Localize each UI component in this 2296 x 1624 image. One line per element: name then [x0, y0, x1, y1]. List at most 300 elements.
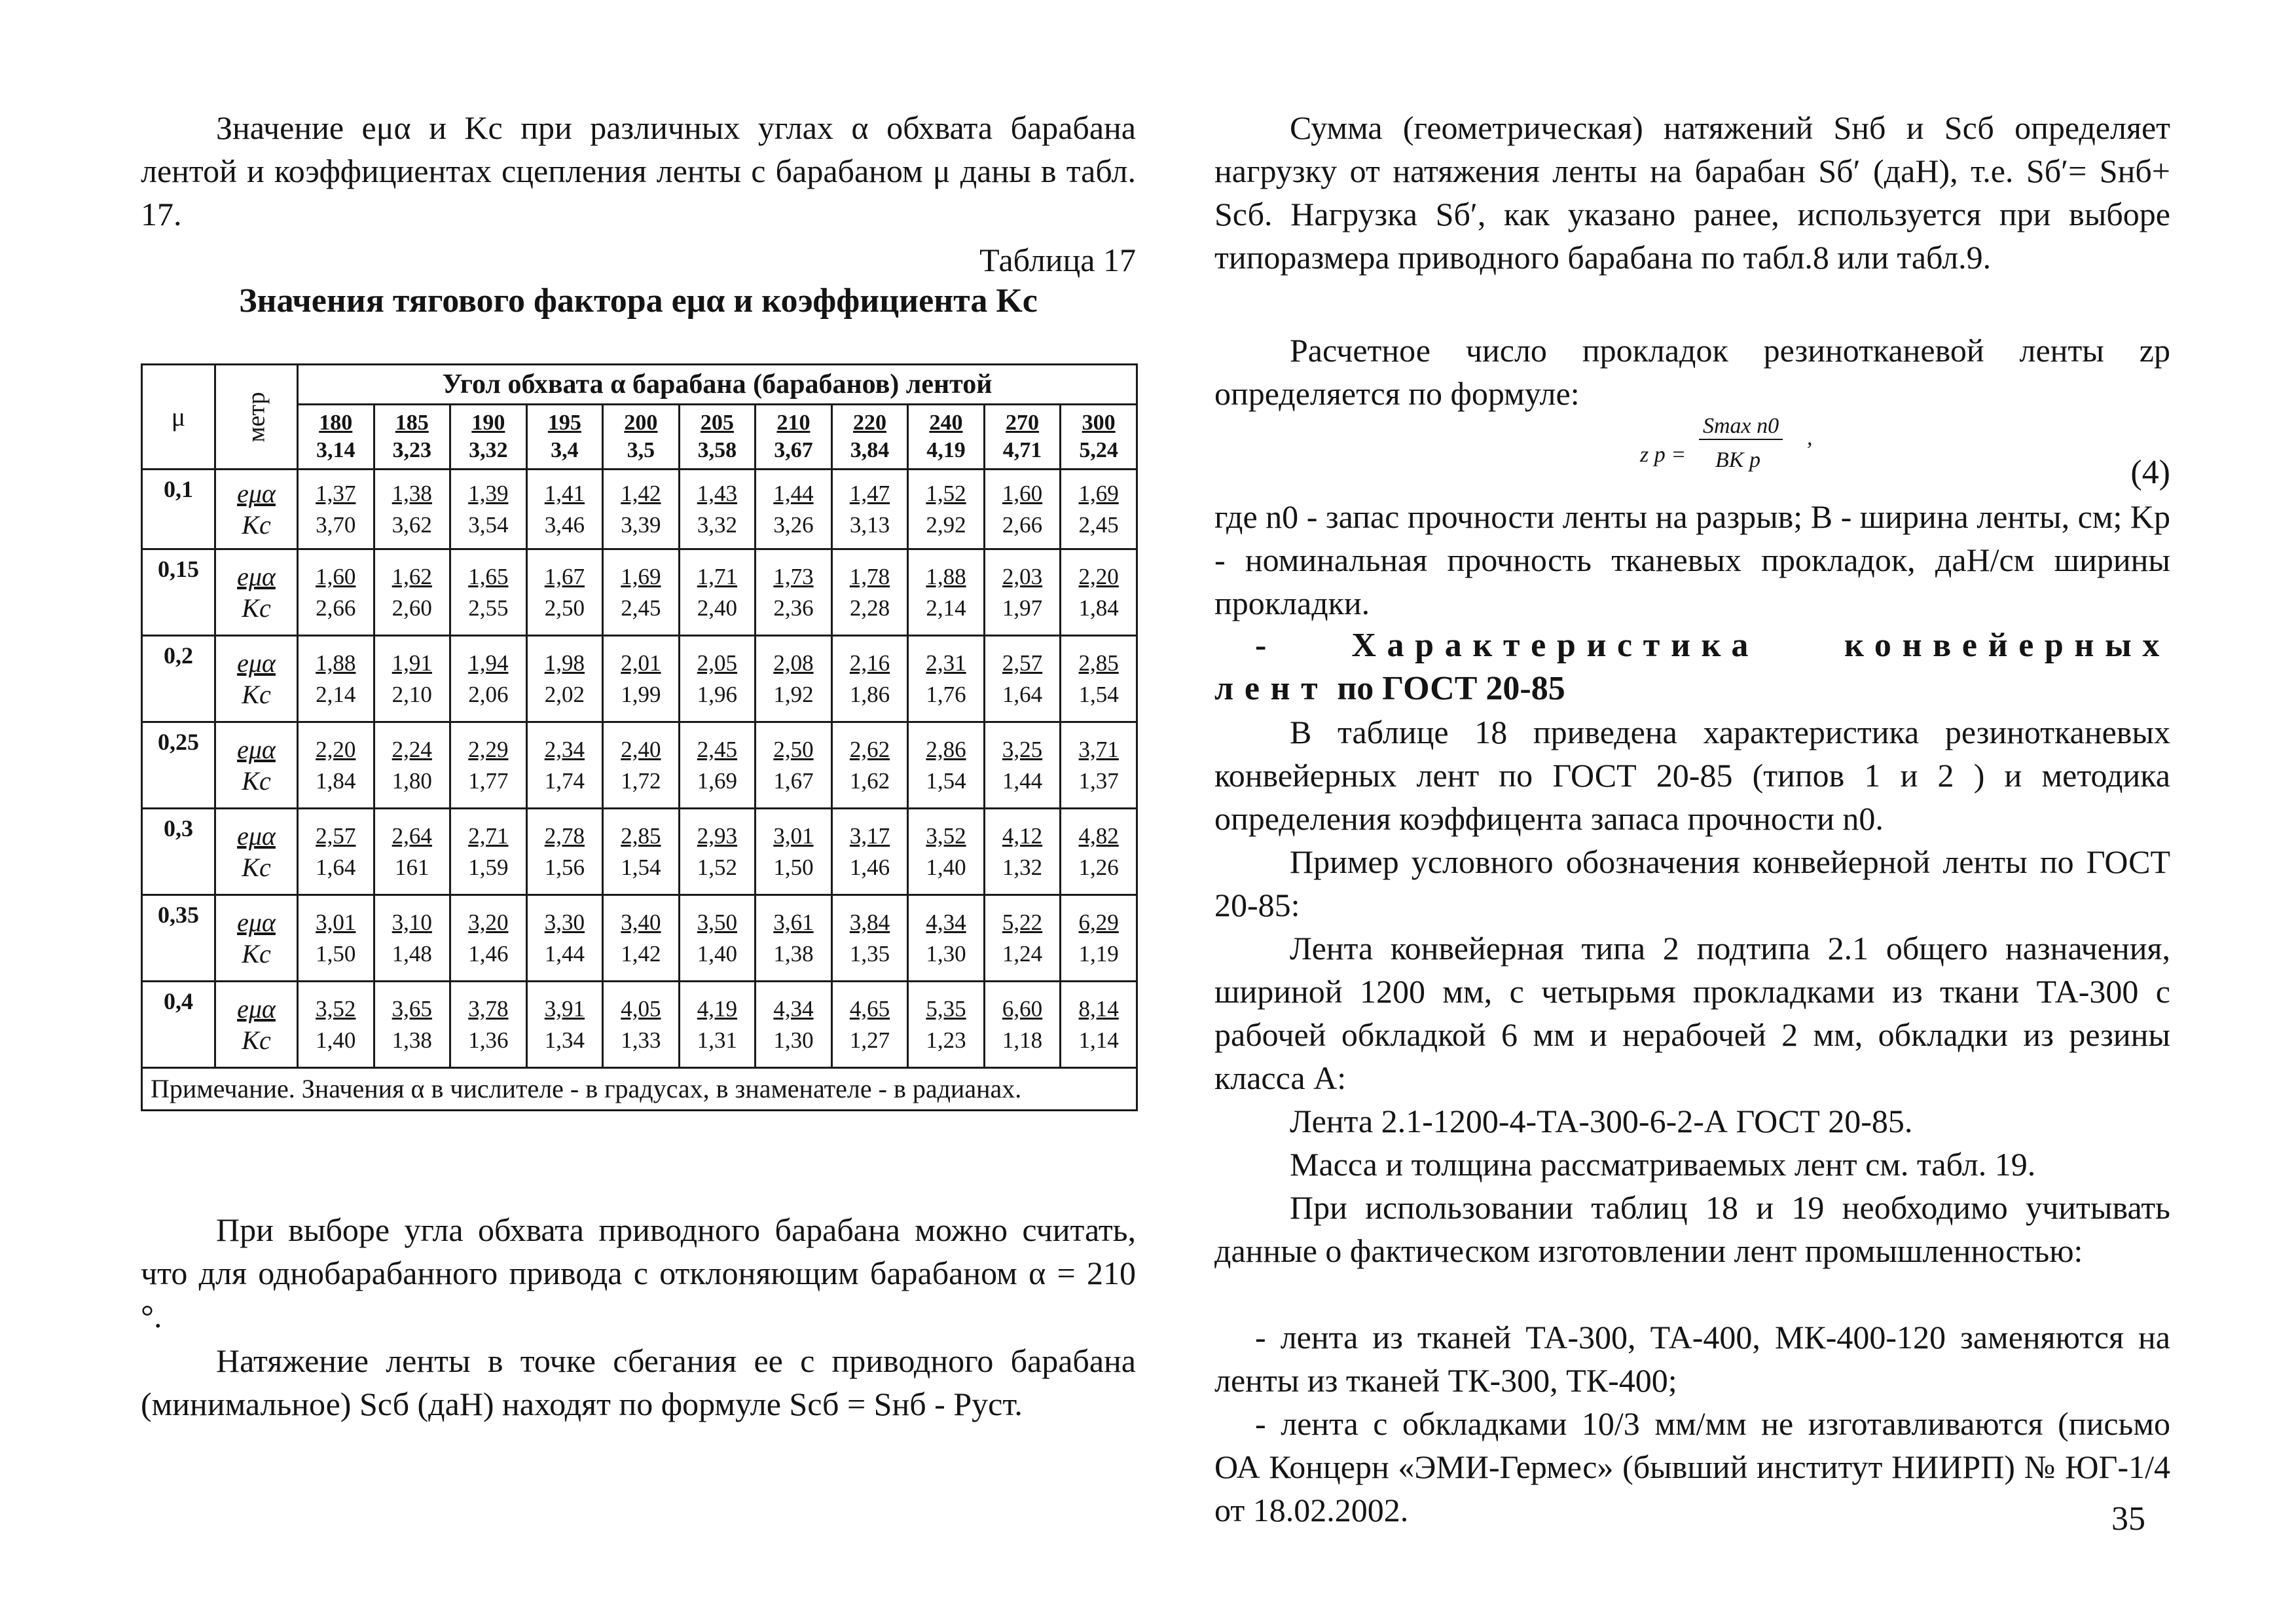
table-cell: [603, 722, 680, 809]
traction-factor-value: 2,45: [697, 736, 738, 762]
traction-factor-value: 3,30: [544, 909, 585, 935]
traction-factor-value: 2,03: [1002, 563, 1043, 589]
table-cell: [374, 549, 450, 636]
table-cell: [756, 982, 832, 1068]
traction-factor-value: 8,14: [1078, 995, 1119, 1022]
table-cell: [679, 982, 756, 1068]
angle-degrees: 205: [700, 411, 734, 435]
formula-numerator: Smax n0: [1699, 414, 1783, 440]
kc-value: 1,19: [1078, 940, 1119, 967]
angle-radians: 5,24: [1079, 438, 1118, 462]
row-label: [215, 895, 298, 982]
angle-header-cell: [984, 405, 1061, 470]
kc-value: 1,35: [849, 940, 890, 967]
traction-factor-value: 1,41: [544, 480, 585, 506]
table-cell: [526, 470, 603, 549]
kc-value: 2,28: [849, 595, 890, 621]
mu-column-header: μ: [142, 365, 215, 470]
table-cell: [679, 809, 756, 895]
table-cell: [603, 470, 680, 549]
kc-value: 1,97: [1002, 595, 1043, 621]
traction-factor-value: 1,69: [621, 563, 661, 589]
paragraph-angle-choice: При выборе угла обхвата приводного барабана можно считать, что для однобарабанного привода с отклоняющим барабаном α = 210 °.: [141, 1211, 1136, 1335]
page-number: 35: [2111, 1500, 2145, 1538]
angle-header-cell: [908, 405, 985, 470]
table-cell: [1061, 982, 1137, 1068]
traction-factor-value: 2,78: [544, 822, 585, 849]
table-cell: [1061, 722, 1137, 809]
traction-factor-value: 1,88: [926, 563, 966, 589]
table-cell: [831, 809, 908, 895]
traction-factor-value: 3,40: [621, 909, 661, 935]
mu-value: 0,35: [142, 895, 215, 982]
traction-factor-value: 1,91: [392, 650, 432, 676]
kc-value: 2,40: [697, 595, 738, 621]
traction-factor-value: 6,60: [1002, 995, 1043, 1022]
traction-factor-value: 2,24: [392, 736, 432, 762]
row-label: [215, 722, 298, 809]
traction-factor-value: 6,29: [1078, 909, 1119, 935]
table-cell: [298, 470, 374, 549]
traction-factor-value: 1,69: [1078, 480, 1119, 506]
angle-degrees: 180: [319, 411, 353, 435]
paragraph-formula-legend: где n0 - запас прочности ленты на разрыв; B - ширина ленты, см; Kр - номинальная прочность тканевых прокладок, даН/см ширины прокладки.: [1214, 498, 2170, 621]
table-cell: [526, 982, 603, 1068]
kc-value: 1,54: [1078, 681, 1119, 707]
heading-word-belts: лент: [1214, 670, 1329, 707]
angle-degrees: 240: [929, 411, 963, 435]
kc-value: 2,66: [1002, 511, 1043, 538]
row-label: [215, 470, 298, 549]
traction-factor-value: 3,78: [468, 995, 509, 1022]
table-cell: [603, 895, 680, 982]
traction-factor-value: 5,22: [1002, 909, 1043, 935]
kc-value: 1,40: [697, 940, 738, 967]
kc-value: 1,99: [621, 681, 661, 707]
traction-factor-value: 2,01: [621, 650, 661, 676]
metr-label: метр: [242, 392, 270, 442]
traction-factor-value: 3,10: [392, 909, 432, 935]
kc-value: 1,34: [544, 1027, 585, 1053]
kc-value: 1,48: [392, 940, 432, 967]
table-cell: [298, 982, 374, 1068]
traction-factor-value: 1,39: [468, 480, 509, 506]
kc-value: 2,10: [392, 681, 432, 707]
table-cell: [984, 895, 1061, 982]
angle-radians: 3,58: [697, 438, 737, 462]
angle-radians: 3,32: [469, 438, 508, 462]
kc-value: 1,84: [316, 767, 356, 794]
table-row: [142, 809, 1137, 895]
table-cell: [756, 549, 832, 636]
paragraph-table-18: В таблице 18 приведена характеристика резинотканевых конвейерных лент по ГОСТ 20-85 (типов 1 и 2 ) и методика определения коэффицента запаса прочности n0.: [1214, 714, 2170, 837]
kc-value: 1,30: [773, 1027, 814, 1053]
kc-value: 1,24: [1002, 940, 1043, 967]
traction-factor-value: 1,78: [849, 563, 890, 589]
traction-factor-value: 1,37: [316, 480, 356, 506]
traction-factor-value: 2,05: [697, 650, 738, 676]
kc-value: 2,50: [544, 595, 585, 621]
traction-factor-value: 1,94: [468, 650, 509, 676]
traction-factor-value: 2,85: [621, 822, 661, 849]
table-cell: [526, 549, 603, 636]
formula-denominator: BK р: [1715, 448, 1760, 472]
kc-value: 1,59: [468, 854, 509, 880]
heading-dash: -: [1255, 627, 1267, 664]
kc-label: Kc: [242, 938, 271, 969]
table-cell: [756, 895, 832, 982]
traction-factor-value: 1,43: [697, 480, 738, 506]
traction-factor-value: 3,61: [773, 909, 814, 935]
traction-factor-value: 2,86: [926, 736, 966, 762]
table-cell: [1061, 895, 1137, 982]
angle-degrees: 195: [547, 411, 581, 435]
kc-value: 2,14: [316, 681, 356, 707]
table-cell: [831, 470, 908, 549]
section-heading: [1214, 624, 2170, 710]
traction-factor-value: 2,34: [544, 736, 585, 762]
kc-value: 1,40: [316, 1027, 356, 1053]
table-cell: [831, 636, 908, 722]
traction-factor-value: 2,57: [1002, 650, 1043, 676]
angle-header-cell: [526, 405, 603, 470]
table-cell: [984, 982, 1061, 1068]
kc-value: 1,18: [1002, 1027, 1043, 1053]
table-cell: [908, 895, 985, 982]
traction-factor-label: eμα: [237, 907, 276, 937]
table-cell: [374, 636, 450, 722]
paragraph-example-intro: Пример условного обозначения конвейерной ленты по ГОСТ 20-85:: [1214, 843, 2170, 923]
traction-factor-value: 4,05: [621, 995, 661, 1022]
traction-factor-value: 2,20: [316, 736, 356, 762]
heading-gost: по ГОСТ 20-85: [1337, 670, 1565, 707]
table-title: Значения тягового фактора eμα и коэффициента Kc: [239, 282, 1038, 320]
paragraph-example-code: Лента 2.1-1200-4-ТА-300-6-2-А ГОСТ 20-85.: [1290, 1103, 1913, 1139]
angle-radians: 3,23: [392, 438, 432, 462]
table-cell: [984, 809, 1061, 895]
traction-factor-value: 3,65: [392, 995, 432, 1022]
traction-factor-value: 4,65: [849, 995, 890, 1022]
angle-radians: 3,5: [627, 438, 655, 462]
angle-radians: 4,19: [926, 438, 966, 462]
traction-factor-value: 2,08: [773, 650, 814, 676]
traction-factor-value: 3,50: [697, 909, 738, 935]
table-cell: [679, 470, 756, 549]
kc-value: 3,26: [773, 511, 814, 538]
angle-degrees: 300: [1082, 411, 1116, 435]
table-cell: [374, 982, 450, 1068]
table-cell: [908, 722, 985, 809]
kc-value: 1,96: [697, 681, 738, 707]
kc-value: 1,50: [316, 940, 356, 967]
kc-value: 1,36: [468, 1027, 509, 1053]
kc-value: 1,46: [849, 854, 890, 880]
table-cell: [603, 982, 680, 1068]
kc-value: 1,92: [773, 681, 814, 707]
traction-factor-label: eμα: [237, 648, 276, 678]
table-cell: [756, 636, 832, 722]
kc-value: 161: [395, 854, 429, 880]
angle-degrees: 185: [395, 411, 429, 435]
traction-factor-value: 1,73: [773, 563, 814, 589]
table-cell: [908, 470, 985, 549]
traction-factor-value: 1,42: [621, 480, 661, 506]
angle-degrees: 190: [471, 411, 505, 435]
table-cell: [298, 636, 374, 722]
traction-factor-value: 2,57: [316, 822, 356, 849]
traction-factor-value: 3,91: [544, 995, 585, 1022]
traction-factor-value: 4,12: [1002, 822, 1043, 849]
table-cell: [1061, 809, 1137, 895]
table-cell: [450, 636, 527, 722]
kc-value: 1,80: [392, 767, 432, 794]
table-cell: [298, 549, 374, 636]
traction-factor-value: 3,20: [468, 909, 509, 935]
traction-factor-value: 1,52: [926, 480, 966, 506]
angle-header-cell: [1061, 405, 1137, 470]
table-row: [142, 470, 1137, 549]
table-cell: [679, 636, 756, 722]
traction-factor-value: 1,60: [316, 563, 356, 589]
traction-factor-label: eμα: [237, 734, 276, 764]
kc-value: 1,72: [621, 767, 661, 794]
table-cell: [831, 895, 908, 982]
kc-value: 1,38: [773, 940, 814, 967]
kc-value: 1,64: [316, 854, 356, 880]
row-label: [215, 809, 298, 895]
kc-value: 1,74: [544, 767, 585, 794]
table-label: Таблица 17: [979, 242, 1136, 278]
formula-lhs: z р =: [1640, 443, 1686, 467]
kc-value: 2,45: [621, 595, 661, 621]
kc-value: 3,54: [468, 511, 509, 538]
paragraph-sum-tension: Сумма (геометрическая) натяжений Sнб и Sсб определяет нагрузку от натяжения ленты на барабан Sб′ (даН), т.е. Sб′= Sнб+ Sсб. Нагрузка Sб′, как указано ранее, используется при выборе типоразмера приводного барабана по табл.8 или табл.9.: [1214, 109, 2170, 276]
table-row: [142, 895, 1137, 982]
table-cell: [374, 722, 450, 809]
traction-factor-value: 2,31: [926, 650, 966, 676]
traction-factor-value: 1,88: [316, 650, 356, 676]
row-label: [215, 982, 298, 1068]
traction-factor-value: 4,34: [926, 909, 966, 935]
kc-label: Kc: [242, 679, 271, 709]
traction-factor-value: 5,35: [926, 995, 966, 1022]
table-cell: [679, 895, 756, 982]
angle-radians: 3,67: [774, 438, 813, 462]
traction-factor-value: 4,82: [1078, 822, 1119, 849]
traction-factor-table: [141, 363, 1138, 1111]
kc-label: Kc: [242, 593, 271, 623]
kc-value: 1,69: [697, 767, 738, 794]
kc-value: 1,52: [697, 854, 738, 880]
traction-factor-value: 3,01: [773, 822, 814, 849]
traction-factor-value: 1,71: [697, 563, 738, 589]
angle-header-cell: [374, 405, 450, 470]
table-cell: [984, 470, 1061, 549]
mu-value: 0,4: [142, 982, 215, 1068]
traction-factor-value: 1,60: [1002, 480, 1043, 506]
kc-value: 1,31: [697, 1027, 738, 1053]
angle-group-header: Угол обхвата α барабана (барабанов) лентой: [298, 365, 1137, 405]
table-cell: [679, 549, 756, 636]
table-cell: [756, 470, 832, 549]
traction-factor-label: eμα: [237, 561, 276, 591]
table-row: [142, 982, 1137, 1068]
angle-header-cell: [298, 405, 374, 470]
table-cell: [908, 809, 985, 895]
table-cell: [1061, 636, 1137, 722]
mu-value: 0,25: [142, 722, 215, 809]
traction-factor-value: 3,52: [926, 822, 966, 849]
table-cell: [831, 982, 908, 1068]
traction-factor-value: 2,62: [849, 736, 890, 762]
mu-value: 0,15: [142, 549, 215, 636]
table-cell: [450, 470, 527, 549]
traction-factor-value: 3,17: [849, 822, 890, 849]
metr-column-header: [215, 365, 298, 470]
kc-value: 3,62: [392, 511, 432, 538]
kc-value: 2,66: [316, 595, 356, 621]
kc-value: 2,14: [926, 595, 966, 621]
table-cell: [984, 636, 1061, 722]
table-cell: [450, 982, 527, 1068]
traction-factor-label: eμα: [237, 478, 276, 508]
table-cell: [756, 722, 832, 809]
kc-value: 3,39: [621, 511, 661, 538]
traction-factor-value: 3,84: [849, 909, 890, 935]
kc-value: 1,64: [1002, 681, 1043, 707]
kc-value: 1,86: [849, 681, 890, 707]
kc-value: 3,32: [697, 511, 738, 538]
table-cell: [450, 722, 527, 809]
table-cell: [450, 549, 527, 636]
table-cell: [526, 722, 603, 809]
angle-header-cell: [603, 405, 680, 470]
table-cell: [603, 636, 680, 722]
angle-header-cell: [831, 405, 908, 470]
kc-value: 2,45: [1078, 511, 1119, 538]
kc-value: 1,38: [392, 1027, 432, 1053]
kc-value: 3,70: [316, 511, 356, 538]
traction-factor-value: 1,62: [392, 563, 432, 589]
list-item-covers: - лента с обкладками 10/3 мм/мм не изготавливаются (письмо ОА Концерн «ЭМИ-Гермес» (бывший институт НИИРП) № ЮГ-1/4 от 18.02.2002.: [1214, 1405, 2170, 1528]
table-cell: [756, 809, 832, 895]
table-cell: [603, 549, 680, 636]
kc-value: 1,32: [1002, 854, 1043, 880]
table-cell: [374, 809, 450, 895]
table-row: [142, 722, 1137, 809]
kc-value: 1,77: [468, 767, 509, 794]
traction-factor-label: eμα: [237, 821, 276, 851]
angle-header-cell: [756, 405, 832, 470]
table-cell: [1061, 470, 1137, 549]
kc-value: 2,06: [468, 681, 509, 707]
traction-factor-value: 1,44: [773, 480, 814, 506]
traction-factor-value: 2,20: [1078, 563, 1119, 589]
kc-value: 1,54: [926, 767, 966, 794]
table-cell: [298, 809, 374, 895]
intro-paragraph: Значение eμα и Kc при различных углах α обхвата барабана лентой и коэффициентах сцепления ленты с барабаном μ даны в табл. 17.: [141, 109, 1136, 232]
kc-value: 1,44: [1002, 767, 1043, 794]
table-cell: [450, 809, 527, 895]
kc-value: 1,30: [926, 940, 966, 967]
traction-factor-value: 2,85: [1078, 650, 1119, 676]
table-cell: [908, 636, 985, 722]
kc-value: 2,55: [468, 595, 509, 621]
kc-label: Kc: [242, 1025, 271, 1055]
kc-value: 1,44: [544, 940, 585, 967]
kc-label: Kc: [242, 852, 271, 882]
kc-label: Kc: [242, 766, 271, 796]
kc-value: 1,67: [773, 767, 814, 794]
angle-degrees: 200: [624, 411, 658, 435]
table-cell: [1061, 549, 1137, 636]
traction-factor-value: 3,52: [316, 995, 356, 1022]
heading-word-conveyor: конвейерных: [1844, 627, 2170, 664]
mu-value: 0,1: [142, 470, 215, 549]
table-cell: [374, 895, 450, 982]
traction-factor-value: 2,50: [773, 736, 814, 762]
traction-factor-value: 1,38: [392, 480, 432, 506]
kc-value: 1,84: [1078, 595, 1119, 621]
kc-value: 3,46: [544, 511, 585, 538]
traction-factor-value: 4,19: [697, 995, 738, 1022]
table-cell: [298, 895, 374, 982]
kc-value: 2,60: [392, 595, 432, 621]
row-label: [215, 636, 298, 722]
kc-value: 1,40: [926, 854, 966, 880]
traction-factor-value: 1,98: [544, 650, 585, 676]
kc-value: 1,23: [926, 1027, 966, 1053]
traction-factor-value: 1,47: [849, 480, 890, 506]
kc-value: 1,56: [544, 854, 585, 880]
angle-header-cell: [450, 405, 527, 470]
kc-value: 1,54: [621, 854, 661, 880]
traction-factor-value: 2,29: [468, 736, 509, 762]
traction-factor-value: 2,93: [697, 822, 738, 849]
kc-value: 1,14: [1078, 1027, 1119, 1053]
list-item-fabrics: - лента из тканей ТА-300, ТА-400, МК-400-120 заменяются на ленты из тканей ТК-300, ТК-400;: [1214, 1319, 2170, 1399]
table-cell: [450, 895, 527, 982]
traction-factor-value: 2,71: [468, 822, 509, 849]
traction-factor-label: eμα: [237, 993, 276, 1024]
traction-factor-value: 3,25: [1002, 736, 1043, 762]
angle-degrees: 220: [852, 411, 886, 435]
kc-value: 2,02: [544, 681, 585, 707]
traction-factor-value: 1,67: [544, 563, 585, 589]
kc-label: Kc: [242, 509, 271, 540]
table-note: Примечание. Значения α в числителе - в градусах, в знаменателе - в радианах.: [142, 1068, 1137, 1111]
angle-radians: 3,14: [316, 438, 355, 462]
angle-header-cell: [679, 405, 756, 470]
paragraph-tension: Натяжение ленты в точке сбегания ее с приводного барабана (минимальное) Sсб (даН) находят по формуле Sсб = Sнб - Pуст.: [141, 1342, 1136, 1422]
kc-value: 1,37: [1078, 767, 1119, 794]
table-cell: [831, 549, 908, 636]
traction-factor-value: 3,01: [316, 909, 356, 935]
traction-factor-value: 2,40: [621, 736, 661, 762]
kc-value: 1,42: [621, 940, 661, 967]
table-cell: [908, 982, 985, 1068]
table-cell: [984, 722, 1061, 809]
angle-radians: 4,71: [1002, 438, 1042, 462]
table-cell: [831, 722, 908, 809]
table-cell: [298, 722, 374, 809]
table-cell: [908, 549, 985, 636]
angle-radians: 3,84: [850, 438, 890, 462]
angle-radians: 3,4: [551, 438, 579, 462]
kc-value: 1,50: [773, 854, 814, 880]
table-cell: [603, 809, 680, 895]
formula-number: (4): [2130, 454, 2170, 491]
